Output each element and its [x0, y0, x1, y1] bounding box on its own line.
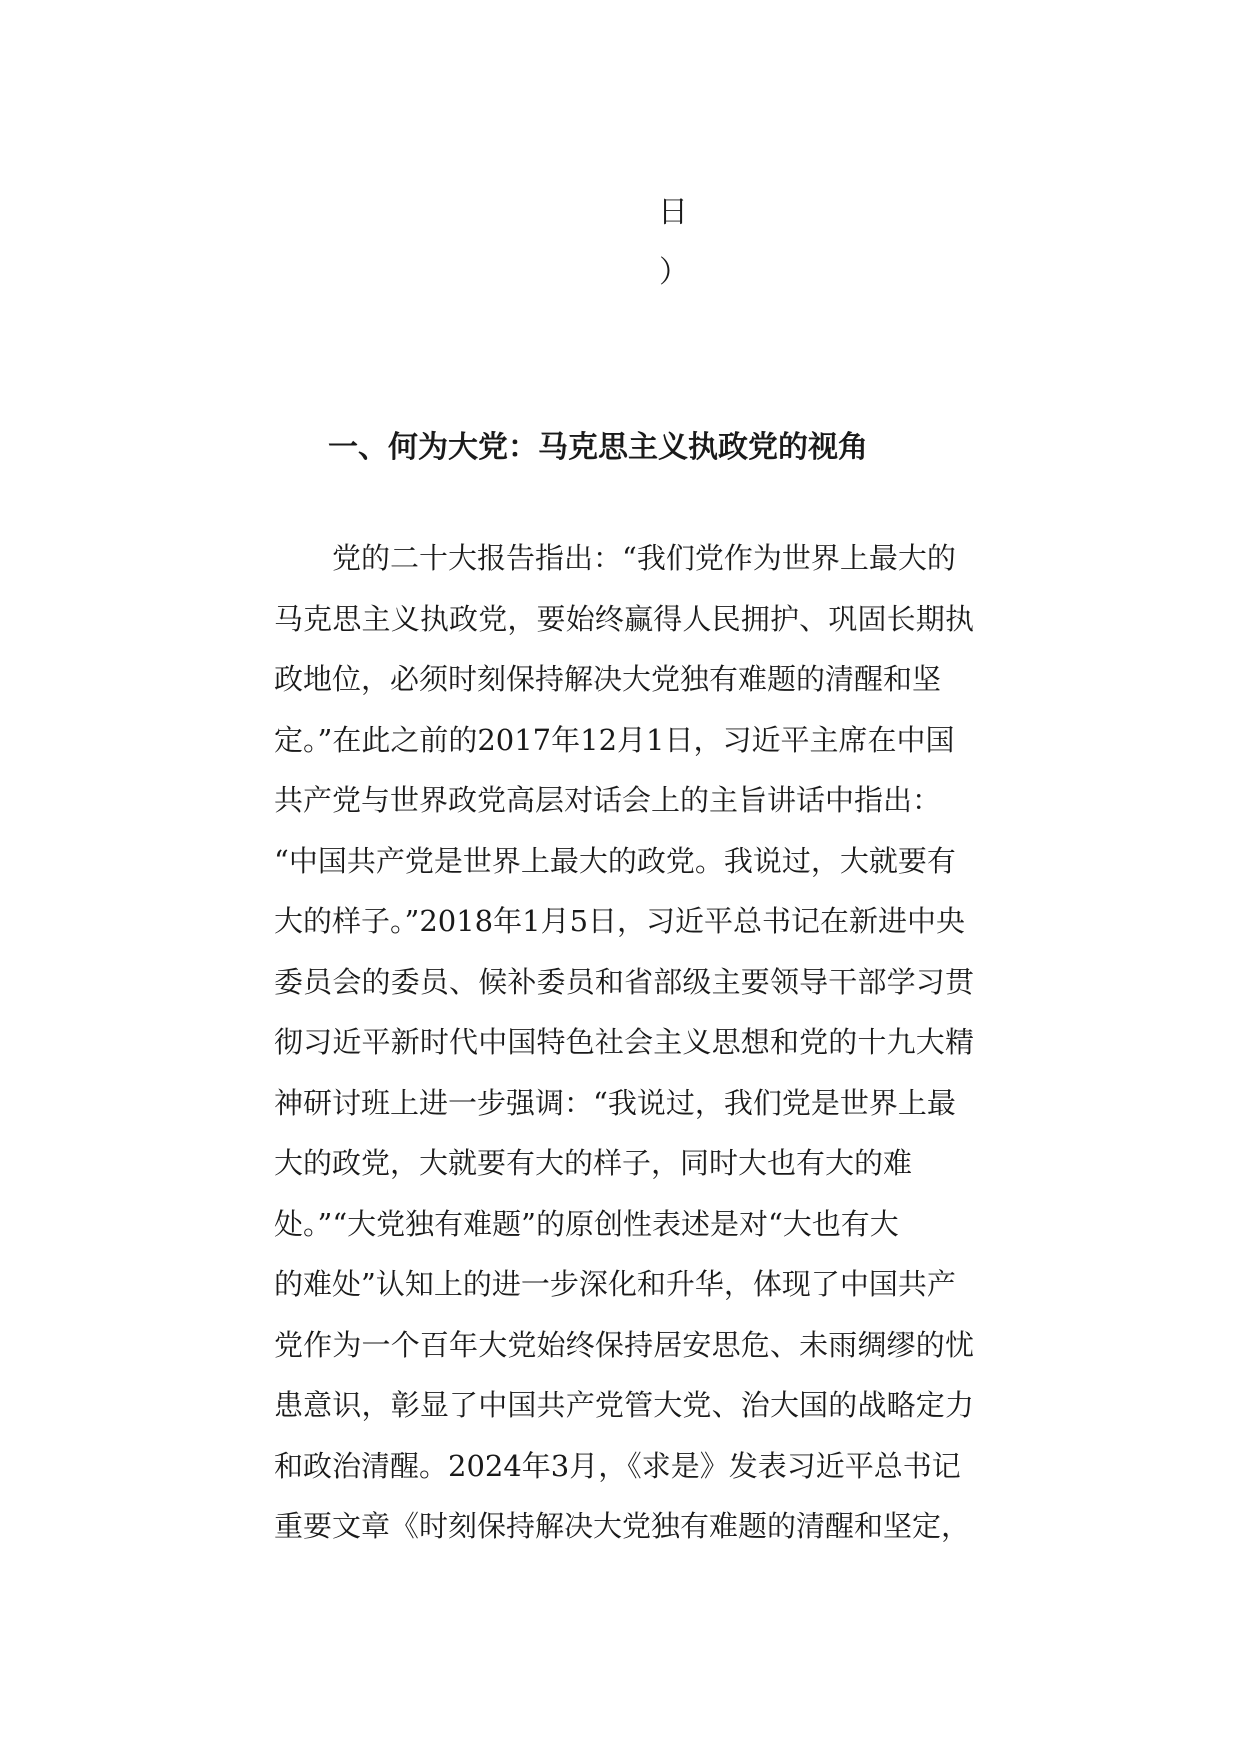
- paragraph-line: 党的二十大报告指出：“我们党作为世界上最大的: [332, 541, 956, 575]
- paragraph-line: 和政治清醒。2024年3月，《求是》发表习近平总书记: [274, 1448, 961, 1483]
- paragraph-line: 彻习近平新时代中国特色社会主义思想和党的十九大精: [274, 1025, 974, 1059]
- paragraph-line: 定。”在此之前的2017年12月1日，习近平主席在中国: [274, 722, 955, 757]
- paragraph-line: “中国共产党是世界上最大的政党。我说过，大就要有: [274, 843, 956, 878]
- section-heading: 一、何为大党：马克思主义执政党的视角: [328, 430, 868, 465]
- paragraph-line: 马克思主义执政党，要始终赢得人民拥护、巩固长期执: [274, 601, 974, 636]
- body-paragraph: [274, 538, 974, 1567]
- paragraph-line: 委员会的委员、候补委员和省部级主要领导干部学习贯: [274, 964, 974, 999]
- paragraph-line: 患意识，彰显了中国共产党管大党、治大国的战略定力: [274, 1388, 974, 1422]
- top-text-fragment: 日: [658, 195, 688, 230]
- paragraph-line: 神研讨班上进一步强调：“我说过，我们党是世界上最: [274, 1085, 956, 1120]
- paragraph-line: 大的政党，大就要有大的样子，同时大也有大的难: [274, 1146, 913, 1180]
- paragraph-line: 党作为一个百年大党始终保持居安思危、未雨绸缪的忧: [274, 1327, 974, 1362]
- paragraph-line: 的难处”认知上的进一步深化和升华，体现了中国共产: [274, 1267, 956, 1301]
- paragraph-line: 大的样子。”2018年1月5日，习近平总书记在新进中央: [274, 904, 966, 938]
- closing-parenthesis-fragment: ）: [659, 255, 689, 290]
- paragraph-line: 处。”“大党独有难题”的原创性表述是对“大也有大: [274, 1206, 899, 1241]
- paragraph-line: 政地位，必须时刻保持解决大党独有难题的清醒和坚: [274, 662, 942, 696]
- paragraph-line: 重要文章《时刻保持解决大党独有难题的清醒和坚定，: [274, 1509, 971, 1543]
- paragraph-line: 共产党与世界政党高层对话会上的主旨讲话中指出：: [274, 783, 942, 817]
